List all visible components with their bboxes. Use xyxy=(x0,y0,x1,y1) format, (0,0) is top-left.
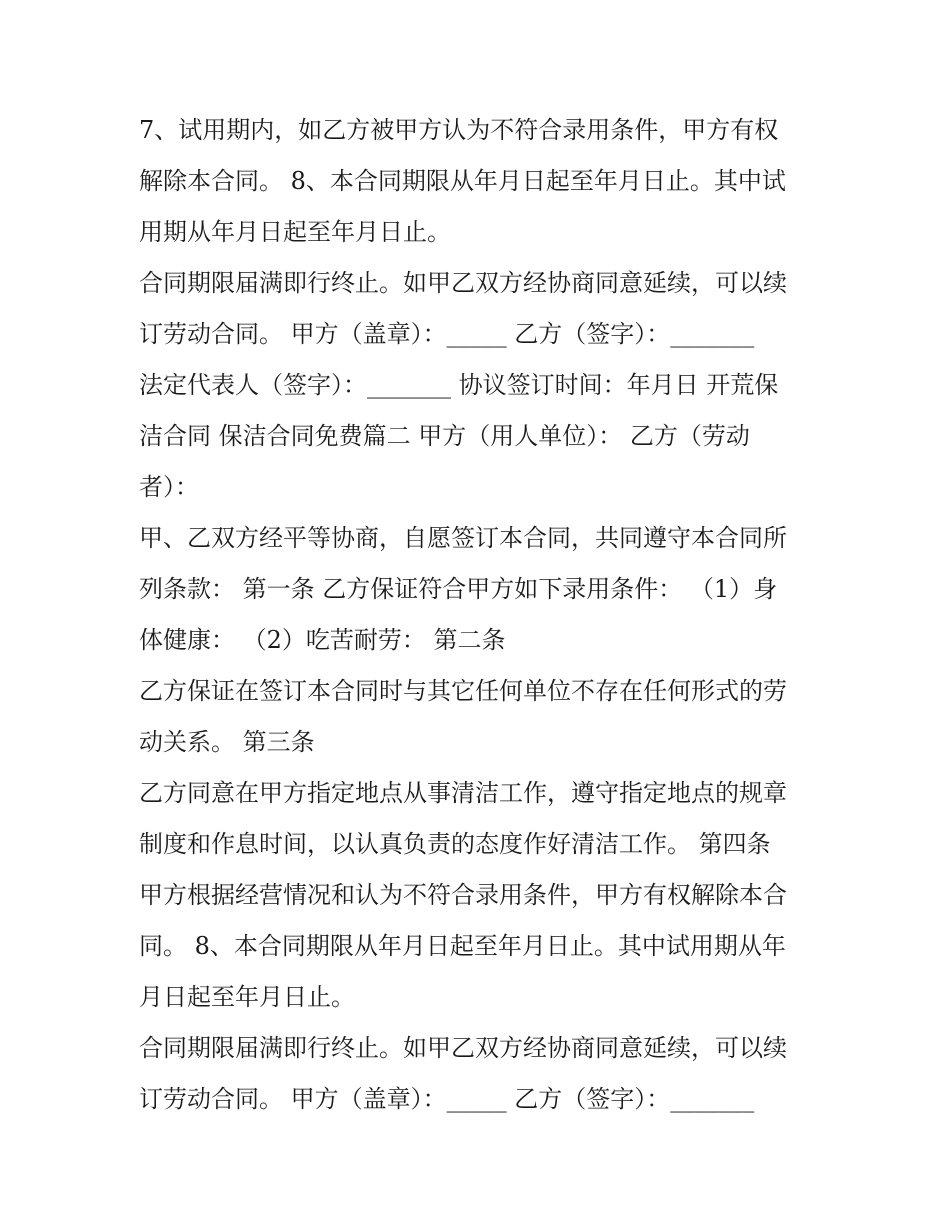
text-line: 乙方同意在甲方指定地点从事清洁工作，遵守指定地点的规章 xyxy=(139,779,787,807)
text-line: 同。 8、本合同期限从年月日起至年月日止。其中试用期从年 xyxy=(139,932,786,960)
contract-text xyxy=(139,105,829,1125)
text-line: 甲、乙双方经平等协商，自愿签订本合同，共同遵守本合同所 xyxy=(139,524,787,552)
text-line: 合同期限届满即行终止。如甲乙双方经协商同意延续，可以续 xyxy=(139,269,787,297)
text-line: 乙方保证在签订本合同时与其它任何单位不存在任何形式的劳 xyxy=(139,677,787,705)
text-line: 体健康： （2）吃苦耐劳： 第二条 xyxy=(139,626,506,654)
text-line: 解除本合同。 8、本合同期限从年月日起至年月日止。其中试 xyxy=(139,167,786,195)
text-line: 用期从年月日起至年月日止。 xyxy=(139,218,451,246)
text-line: 动关系。 第三条 xyxy=(139,728,315,756)
text-line: 订劳动合同。 甲方（盖章）：_____ 乙方（签字）：_______ xyxy=(139,320,755,348)
text-line: 甲方根据经营情况和认为不符合录用条件，甲方有权解除本合 xyxy=(139,881,787,909)
text-line: 列条款： 第一条 乙方保证符合甲方如下录用条件： （1）身 xyxy=(139,575,778,603)
text-line: 洁合同 保洁合同免费篇二 甲方（用人单位）： 乙方（劳动 xyxy=(139,422,750,450)
text-line: 月日起至年月日止。 xyxy=(139,983,355,1011)
text-line: 制度和作息时间，以认真负责的态度作好清洁工作。 第四条 xyxy=(139,830,771,858)
text-line: 7、试用期内，如乙方被甲方认为不符合录用条件，甲方有权 xyxy=(139,116,779,144)
text-line: 法定代表人（签字）：_______ 协议签订时间：年月日 开荒保 xyxy=(139,371,779,399)
text-line: 合同期限届满即行终止。如甲乙双方经协商同意延续，可以续 xyxy=(139,1034,787,1062)
text-line: 订劳动合同。 甲方（盖章）：_____ 乙方（签字）：_______ xyxy=(139,1085,755,1113)
text-line: 者）： xyxy=(139,473,199,501)
